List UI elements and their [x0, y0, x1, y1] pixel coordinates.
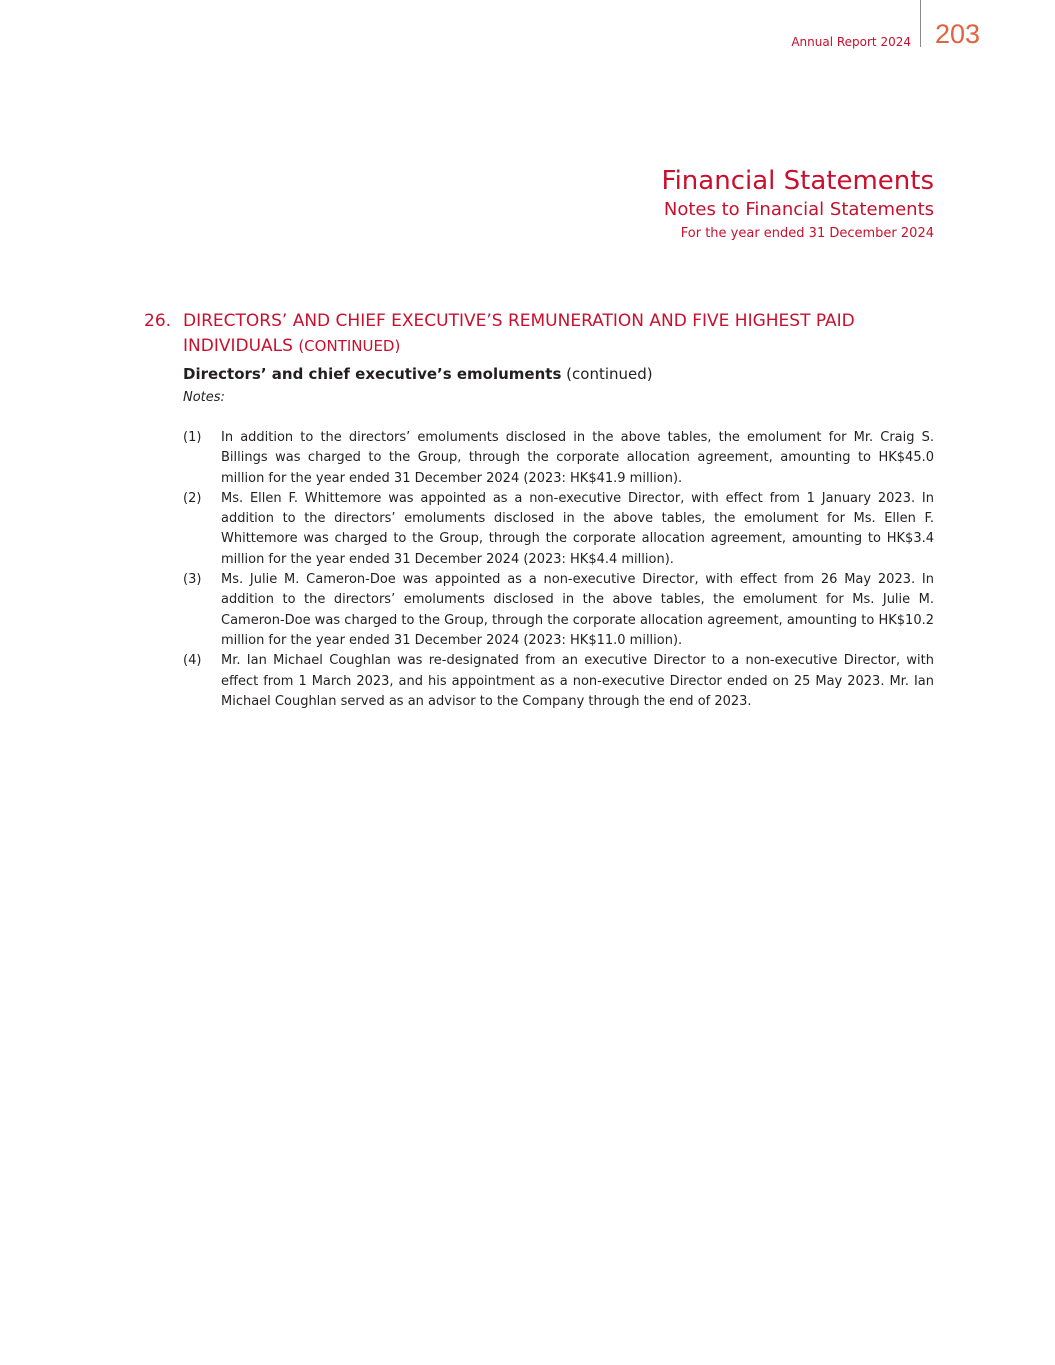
note-item	[183, 651, 934, 712]
page-number: 203	[935, 19, 981, 49]
title-block	[662, 165, 934, 245]
note-number: (2)	[183, 490, 202, 506]
sub-heading-bold: Directors’ and chief executive’s emoluments	[183, 365, 562, 383]
note-text: Mr. Ian Michael Coughlan was re-designated from an executive Director to a non-executive Director, with effect from 1 March 2023, and his appointment as a non-executive Director ended on 25 May 2023. Mr. Ian Michael Coughlan served as an advisor to the Company through the end of 2023.	[221, 653, 934, 709]
header-divider	[920, 0, 921, 47]
sub-heading-continued: (continued)	[566, 365, 653, 383]
section-title-line2: INDIVIDUALS	[183, 336, 293, 356]
notes-list	[183, 428, 934, 712]
note-text: Ms. Julie M. Cameron-Doe was appointed as a non-executive Director, with effect from 26 May 2023. In addition to the directors’ emoluments disclosed in the above tables, the emolument for Ms. Julie M. Cameron-Doe was charged to the Group, through the corporate allocation agreement, amounting to HK$10.2 million for the year ended 31 December 2024 (2023: HK$11.0 million).	[221, 572, 934, 648]
note-text: In addition to the directors’ emoluments disclosed in the above tables, the emolument for Mr. Craig S. Billings was charged to the Group, through the corporate allocation agreement, amounting to HK$45.0 million for the year ended 31 December 2024 (2023: HK$41.9 million).	[221, 430, 934, 486]
note-item	[183, 489, 934, 570]
period-label: For the year ended 31 December 2024	[680, 226, 934, 241]
note-text: Ms. Ellen F. Whittemore was appointed as a non-executive Director, with effect from 1 January 2023. In addition to the directors’ emoluments disclosed in the above tables, the emolument for Ms. Ellen F. Whittemore was charged to the Group, through the corporate allocation agreement, amounting to HK$3.4 million for the year ended 31 December 2024 (2023: HK$4.4 million).	[221, 490, 934, 567]
notes-label: Notes:	[183, 390, 225, 405]
note-item	[183, 428, 934, 489]
section-heading	[144, 309, 934, 359]
section-title-continued: (CONTINUED)	[298, 337, 401, 355]
section-number: 26.	[144, 311, 172, 331]
note-item	[183, 570, 934, 651]
note-number: (4)	[183, 653, 202, 669]
sub-title: Notes to Financial Statements	[663, 199, 934, 220]
note-number: (1)	[183, 430, 202, 445]
section-title	[183, 309, 934, 359]
sub-heading	[183, 363, 934, 385]
report-label: Annual Report 2024	[791, 35, 911, 49]
page-header	[0, 0, 1055, 60]
section-title-line1: DIRECTORS’ AND CHIEF EXECUTIVE’S REMUNERATION AND FIVE HIGHEST PAID	[183, 311, 855, 331]
note-number: (3)	[183, 572, 202, 588]
note-section	[144, 309, 934, 712]
main-title: Financial Statements	[661, 166, 934, 196]
